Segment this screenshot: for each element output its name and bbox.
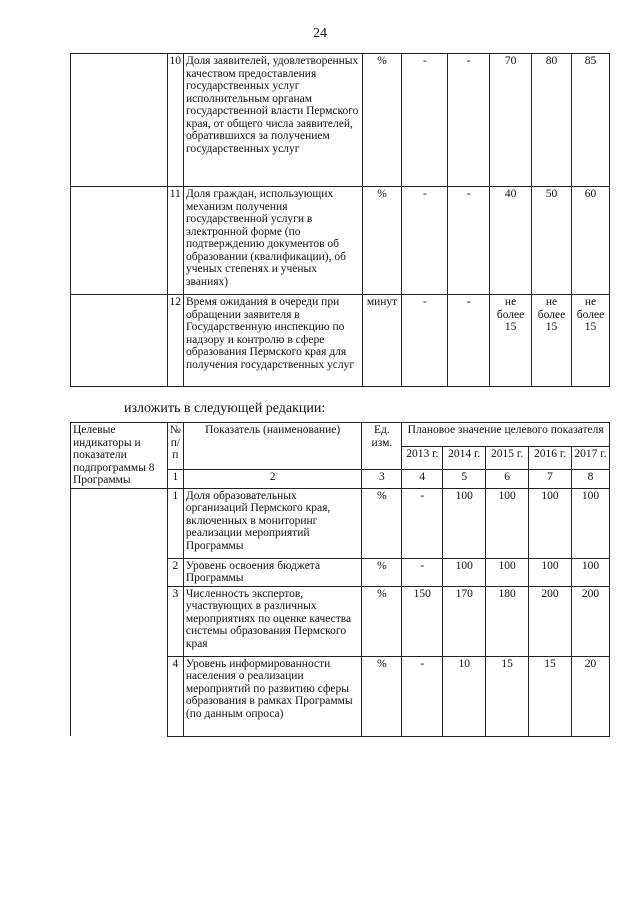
empty-cell: [71, 54, 168, 187]
value-cell: -: [402, 54, 448, 187]
header-unit: Ед. изм.: [362, 423, 402, 470]
row-number: 3: [167, 586, 183, 656]
header-row: [71, 423, 610, 447]
value-cell: -: [402, 488, 443, 558]
indicators-table: [70, 422, 610, 737]
value-cell: -: [402, 656, 443, 736]
value-cell: 100: [486, 558, 529, 586]
table-row: [71, 295, 610, 387]
value-cell: -: [402, 558, 443, 586]
col-number: 2: [183, 470, 362, 488]
page-number: 24: [313, 26, 327, 41]
intro-text: изложить в следующей редакции:: [124, 401, 326, 416]
value-cell: 15: [529, 656, 572, 736]
value-cell: 100: [529, 558, 572, 586]
unit-cell: %: [362, 586, 402, 656]
col-number: 4: [402, 470, 443, 488]
col-number: 1: [167, 470, 183, 488]
table-row: [71, 558, 610, 586]
previous-indicators-table: [70, 53, 610, 387]
value-cell: 200: [571, 586, 609, 656]
col-number: 3: [362, 470, 402, 488]
value-cell: 10: [443, 656, 486, 736]
value-cell: 150: [402, 586, 443, 656]
unit-cell: %: [362, 558, 402, 586]
value-cell: 100: [443, 558, 486, 586]
row-number: 12: [167, 295, 184, 387]
unit-cell: %: [362, 54, 402, 187]
value-cell: -: [448, 295, 490, 387]
year-2014: 2014 г.: [443, 446, 486, 470]
indicator-name: Доля заявителей, удовлетворенных качеством предоставления государственных услуг исполнительным органам государственной власти Пермского края, от общего числа заявителей, обратившихся за получением государственных услуг: [184, 54, 363, 187]
empty-cell: [71, 488, 168, 558]
value-cell: 40: [490, 187, 532, 295]
value-cell: -: [448, 54, 490, 187]
value-cell: -: [448, 187, 490, 295]
header-indicators: Целевые индикаторы и показатели подпрограммы 8 Программы: [71, 423, 168, 489]
value-cell: 180: [486, 586, 529, 656]
table-row: [71, 586, 610, 656]
value-cell: 15: [486, 656, 529, 736]
table-row: [71, 54, 610, 187]
empty-cell: [71, 187, 168, 295]
unit-cell: %: [362, 488, 402, 558]
value-cell: 200: [529, 586, 572, 656]
value-cell: не более 15: [532, 295, 572, 387]
row-number: 10: [167, 54, 184, 187]
value-cell: 100: [486, 488, 529, 558]
col-number: 7: [529, 470, 572, 488]
header-planned-value: Плановое значение целевого показателя: [402, 423, 610, 447]
value-cell: 100: [571, 488, 609, 558]
indicator-name: Доля образовательных организаций Пермского края, включенных в мониторинг реализации мероприятий Программы: [183, 488, 362, 558]
value-cell: 100: [529, 488, 572, 558]
row-number: 2: [167, 558, 183, 586]
year-2013: 2013 г.: [402, 446, 443, 470]
row-number: 1: [167, 488, 183, 558]
value-cell: -: [402, 295, 448, 387]
value-cell: не более 15: [571, 295, 609, 387]
value-cell: 85: [571, 54, 609, 187]
empty-cell: [71, 295, 168, 387]
indicator-name: Численность экспертов, участвующих в различных мероприятиях по оценке качества системы образования Пермского края: [183, 586, 362, 656]
value-cell: не более 15: [490, 295, 532, 387]
col-number: 5: [443, 470, 486, 488]
value-cell: 70: [490, 54, 532, 187]
indicator-name: Уровень освоения бюджета Программы: [183, 558, 362, 586]
table-row: [71, 656, 610, 736]
indicator-name: Время ожидания в очереди при обращении заявителя в Государственную инспекцию по надзору и контролю в сфере образования Пермского края для получения государственных услуг: [184, 295, 363, 387]
row-number: 11: [167, 187, 184, 295]
value-cell: 100: [443, 488, 486, 558]
table-row: [71, 488, 610, 558]
header-indicator-name: Показатель (наименование): [183, 423, 362, 470]
value-cell: -: [402, 187, 448, 295]
header-number: № п/п: [167, 423, 183, 470]
row-number: 4: [167, 656, 183, 736]
year-2016: 2016 г.: [529, 446, 572, 470]
value-cell: 50: [532, 187, 572, 295]
col-number: 8: [571, 470, 609, 488]
unit-cell: %: [362, 656, 402, 736]
unit-cell: %: [362, 187, 402, 295]
value-cell: 20: [571, 656, 609, 736]
value-cell: 80: [532, 54, 572, 187]
year-2017: 2017 г.: [571, 446, 609, 470]
value-cell: 170: [443, 586, 486, 656]
empty-cell: [71, 656, 168, 736]
unit-cell: минут: [362, 295, 402, 387]
value-cell: 60: [571, 187, 609, 295]
indicator-name: Уровень информированности населения о реализации мероприятий по развитию сферы образования в рамках Программы (по данным опроса): [183, 656, 362, 736]
table-row: [71, 187, 610, 295]
col-number: 6: [486, 470, 529, 488]
indicator-name: Доля граждан, использующих механизм получения государственной услуги в электронной форме (по подтверждению документов об образовании (квалификации), об ученых степенях и ученых званиях): [184, 187, 363, 295]
year-2015: 2015 г.: [486, 446, 529, 470]
empty-cell: [71, 586, 168, 656]
empty-cell: [71, 558, 168, 586]
value-cell: 100: [571, 558, 609, 586]
